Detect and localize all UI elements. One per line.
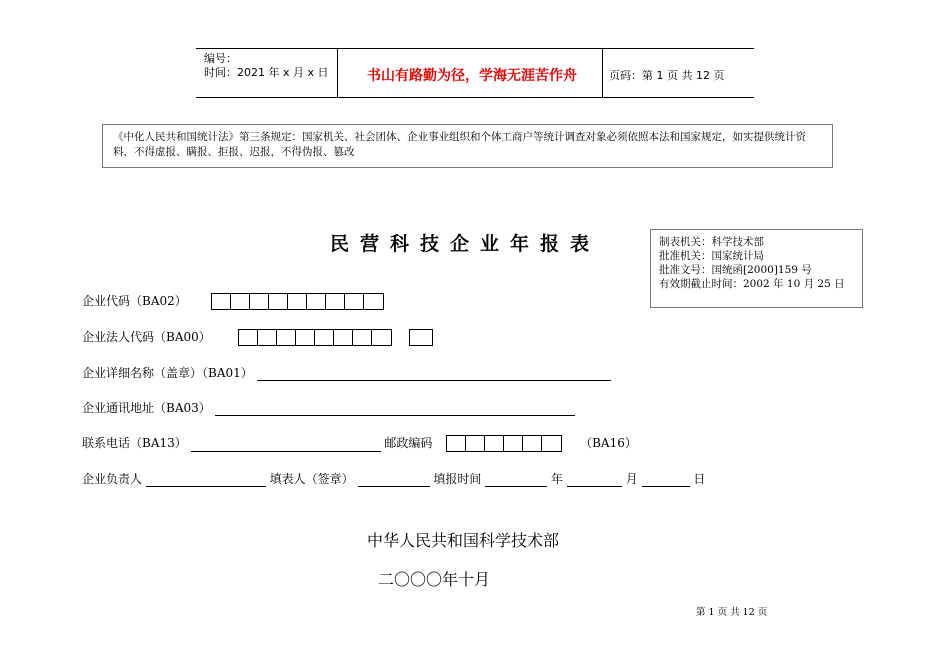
footer-date: 二〇〇〇年十月: [378, 570, 491, 589]
issuer-line: 批准文号：国统函[2000]159 号: [659, 264, 812, 276]
issuer-line: 有效期截止时间：2002 年 10 月 25 日: [659, 278, 845, 290]
enterprise-code-label: 企业代码（BA02）: [82, 294, 187, 308]
responsible-label: 企业负责人: [82, 472, 143, 486]
phone-field[interactable]: [191, 439, 381, 452]
phone-label: 联系电话（BA13）: [82, 436, 187, 450]
row-enterprise-code: [82, 292, 384, 310]
legal-code-label: 企业法人代码（BA00）: [82, 330, 211, 344]
responsible-field[interactable]: [146, 474, 266, 487]
law-notice: 《中化人民共和国统计法》第三条规定：国家机关、社会团体、企业事业组织和个体工商户等统计调查对象必须依照本法和国家规定，如实提供统计资料，不得虚报、瞒报、拒报、迟报，不得伪报、篡改: [102, 124, 833, 168]
header-page-info: 页码：第 1 页 共 12 页: [609, 69, 725, 82]
address-field[interactable]: [215, 403, 575, 416]
header-motto: 书山有路勤为径，学海无涯苦作舟: [367, 68, 577, 84]
form-title: 民营科技企业年报表: [330, 233, 601, 255]
day-label: 日: [693, 472, 706, 486]
issuer-box: [650, 229, 863, 308]
number-label: 编号：: [204, 52, 237, 65]
header-divider: [337, 49, 338, 97]
enterprise-code-boxes[interactable]: [211, 293, 384, 310]
row-legal-code: [82, 328, 433, 346]
year-field[interactable]: [485, 474, 547, 487]
row-phone: [82, 434, 637, 452]
fill-time-label: 填报时间: [433, 472, 482, 486]
postal-code-label: 邮政编码: [384, 436, 433, 450]
issuer-line: 批准机关：国家统计局: [659, 250, 764, 262]
row-signatures: [82, 470, 705, 487]
postal-code-id: （BA16）: [580, 436, 637, 450]
postal-code-boxes[interactable]: [446, 435, 562, 452]
issuer-line: 制表机关：科学技术部: [659, 236, 764, 248]
legal-code-boxes[interactable]: [238, 329, 392, 346]
header-divider: [602, 49, 603, 97]
document-header: [196, 48, 754, 98]
filler-field[interactable]: [358, 474, 430, 487]
full-name-field[interactable]: [257, 368, 611, 381]
legal-code-check-box[interactable]: [409, 329, 433, 346]
footer-organization: 中华人民共和国科学技术部: [367, 531, 560, 550]
row-address: [82, 399, 575, 416]
filler-label: 填表人（签章）: [269, 472, 354, 486]
row-full-name: [82, 364, 611, 381]
header-meta: [204, 52, 329, 80]
full-name-label: 企业详细名称（盖章）（BA01）: [82, 366, 253, 380]
address-label: 企业通讯地址（BA03）: [82, 401, 211, 415]
month-field[interactable]: [567, 474, 622, 487]
day-field[interactable]: [642, 474, 690, 487]
page-number: 第 1 页 共 12 页: [696, 607, 768, 618]
time-label: 时间：2021 年 x 月 x 日: [204, 66, 329, 79]
year-label: 年: [551, 472, 564, 486]
month-label: 月: [625, 472, 638, 486]
